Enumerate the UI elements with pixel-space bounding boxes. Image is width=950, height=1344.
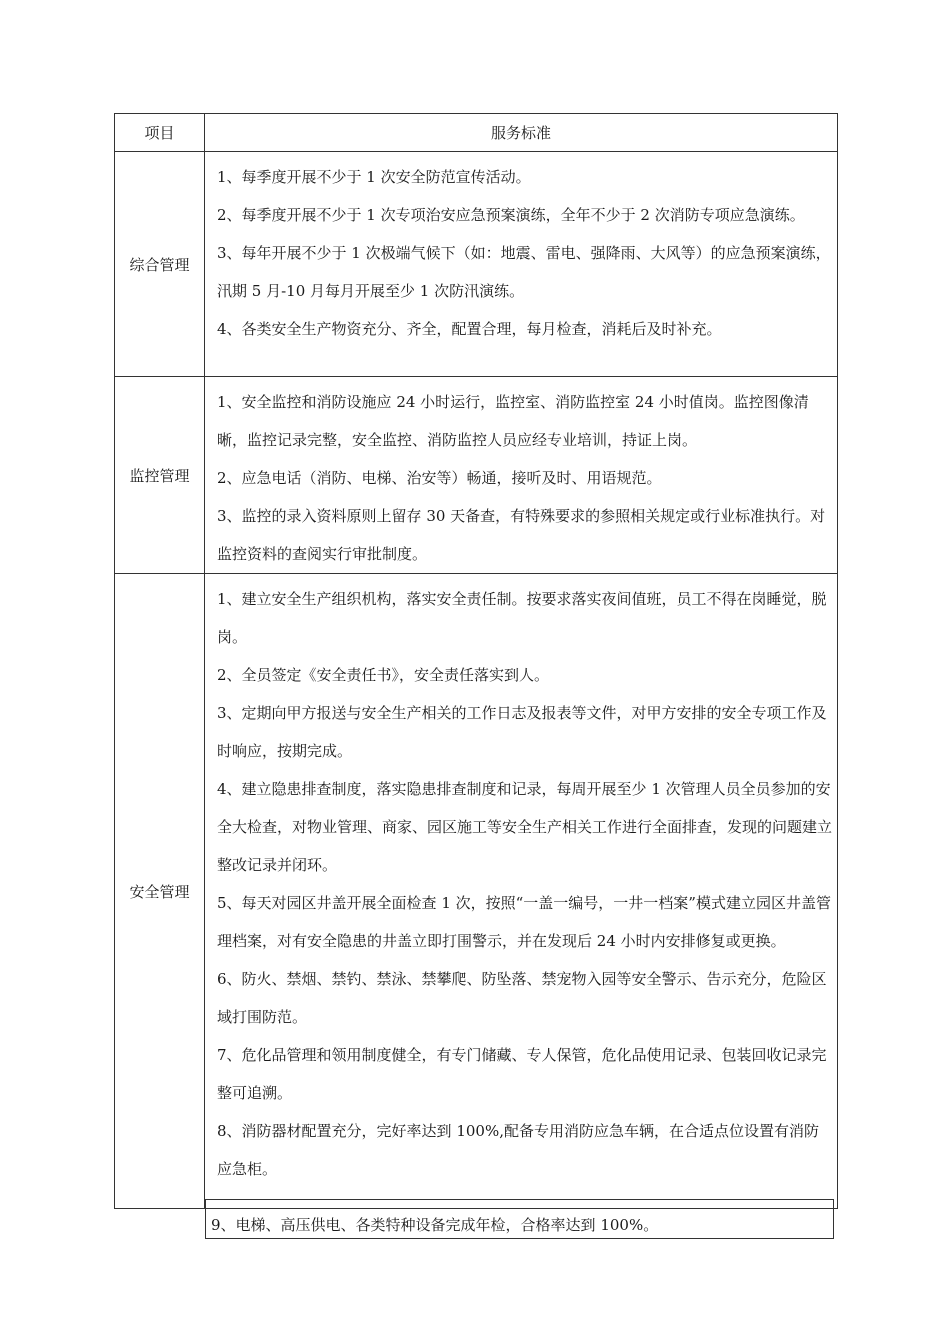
service-standards-table bbox=[114, 113, 838, 1209]
standard-item: 1、建立安全生产组织机构，落实安全责任制。按要求落实夜间值班，员工不得在岗睡觉，脱岗。 bbox=[217, 590, 827, 646]
standard-item: 2、应急电话（消防、电梯、治安等）畅通，接听及时、用语规范。 bbox=[217, 469, 662, 487]
standard-item: 1、每季度开展不少于 1 次安全防范宣传活动。 bbox=[217, 168, 531, 186]
table-row bbox=[115, 377, 838, 574]
standard-item: 1、安全监控和消防设施应 24 小时运行，监控室、消防监控室 24 小时值岗。监控图像清晰，监控记录完整，安全监控、消防监控人员应经专业培训，持证上岗。 bbox=[217, 393, 809, 449]
standard-cell bbox=[205, 152, 838, 377]
category-cell: 综合管理 bbox=[115, 152, 205, 377]
standard-item: 8、消防器材配置充分，完好率达到 100%,配备专用消防应急车辆，在合适点位设置有消防应急柜。 bbox=[217, 1122, 819, 1178]
standard-item: 2、每季度开展不少于 1 次专项治安应急预案演练，全年不少于 2 次消防专项应急演练。 bbox=[217, 206, 805, 224]
standard-item: 5、每天对园区井盖开展全面检查 1 次，按照“一盖一编号，一井一档案”模式建立园区井盖管理档案，对有安全隐患的井盖立即打围警示，并在发现后 24 小时内安排修复或更换。 bbox=[217, 894, 831, 950]
standard-cell bbox=[205, 574, 838, 1209]
table-header-row bbox=[115, 114, 838, 152]
table-row bbox=[115, 152, 838, 377]
standard-cell bbox=[205, 377, 838, 574]
category-cell: 安全管理 bbox=[115, 574, 205, 1209]
category-cell: 监控管理 bbox=[115, 377, 205, 574]
standard-item: 3、每年开展不少于 1 次极端气候下（如：地震、雷电、强降雨、大风等）的应急预案演练，汛期 5 月-10 月每月开展至少 1 次防汛演练。 bbox=[217, 244, 831, 300]
standard-item: 3、定期向甲方报送与安全生产相关的工作日志及报表等文件，对甲方安排的安全专项工作及时响应，按期完成。 bbox=[217, 704, 827, 760]
standard-item: 7、危化品管理和领用制度健全，有专门储藏、专人保管，危化品使用记录、包装回收记录完整可追溯。 bbox=[217, 1046, 827, 1102]
overflow-item-row: 9、电梯、高压供电、各类特种设备完成年检，合格率达到 100%。 bbox=[205, 1199, 834, 1239]
standard-item: 3、监控的录入资料原则上留存 30 天备查，有特殊要求的参照相关规定或行业标准执行。对监控资料的查阅实行审批制度。 bbox=[217, 507, 826, 563]
table-row bbox=[115, 574, 838, 1209]
header-item: 项目 bbox=[115, 114, 205, 152]
standard-item: 2、全员签定《安全责任书》，安全责任落实到人。 bbox=[217, 666, 550, 684]
standard-item: 4、各类安全生产物资充分、齐全，配置合理，每月检查，消耗后及时补充。 bbox=[217, 320, 722, 338]
header-standard: 服务标准 bbox=[205, 114, 838, 152]
standard-item: 6、防火、禁烟、禁钓、禁泳、禁攀爬、防坠落、禁宠物入园等安全警示、告示充分，危险区域打围防范。 bbox=[217, 970, 827, 1026]
standard-item: 4、建立隐患排查制度，落实隐患排查制度和记录，每周开展至少 1 次管理人员全员参加的安全大检查，对物业管理、商家、园区施工等安全生产相关工作进行全面排查，发现的问题建立整改记录并闭环。 bbox=[217, 780, 833, 874]
